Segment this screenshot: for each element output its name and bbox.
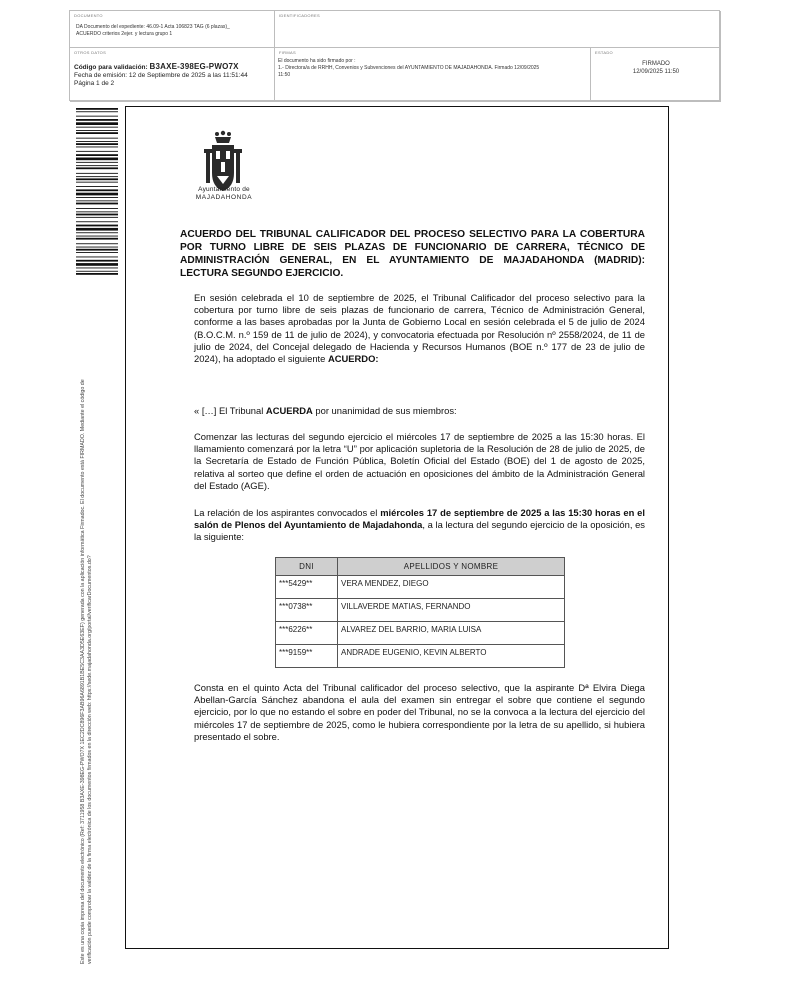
validation-code-label: Código para validación: bbox=[74, 64, 148, 71]
document-page bbox=[125, 106, 669, 949]
barcode-bar bbox=[76, 214, 118, 216]
document-title: ACUERDO DEL TRIBUNAL CALIFICADOR DEL PROCESO SELECTIVO PARA LA COBERTURA POR TURNO LIBRE DE SEIS PLAZAS DE FUNCIONARIO DE CARRERA, TÉCNICO DE ADMINISTRACIÓN GENERAL, EN EL AYUNTAMIENTO DE MAJADAHONDA (MADRID): LECTURA SEGUNDO EJERCICIO. bbox=[180, 229, 645, 279]
documento-description bbox=[76, 24, 266, 38]
verification-side-note bbox=[80, 294, 100, 964]
documento-line-2: ACUERDO criterios 2ejer. y lectura grupo 1 bbox=[76, 31, 173, 37]
barcode-bar bbox=[76, 263, 118, 266]
firmas-line-1: El documento ha sido firmado por : bbox=[278, 58, 356, 64]
barcode-bar bbox=[76, 217, 118, 218]
barcode-bar bbox=[76, 165, 118, 166]
barcode-bar bbox=[76, 158, 118, 161]
barcode-bar bbox=[76, 197, 118, 198]
estado-caption: ESTADO bbox=[595, 50, 613, 55]
barcode-bar bbox=[76, 243, 118, 244]
aspirantes-table bbox=[275, 557, 565, 668]
barcode-bar bbox=[76, 151, 118, 152]
cell-nombre: VILLAVERDE MATIAS, FERNANDO bbox=[338, 599, 565, 622]
table-row bbox=[276, 576, 565, 599]
table-header-row bbox=[276, 558, 565, 576]
firmas-line-3: 11:50 bbox=[278, 72, 291, 78]
document-metadata-header bbox=[69, 10, 720, 101]
barcode-bar bbox=[76, 236, 118, 237]
barcode-bar bbox=[76, 116, 118, 117]
barcode-bar bbox=[76, 228, 118, 231]
barcode-bar bbox=[76, 127, 118, 128]
paragraph-relacion: La relación de los aspirantes convocados el miércoles 17 de septiembre de 2025 a las 15:30 horas en el salón de Plenos del Ayuntamiento de Majadahonda, a la lectura del segundo ejercicio de la oposición, es la siguiente: bbox=[194, 507, 646, 543]
otros-datos-caption: OTROS DATOS bbox=[74, 50, 107, 55]
barcode-bar bbox=[76, 176, 118, 177]
table-row bbox=[276, 645, 565, 668]
barcode-bar bbox=[76, 132, 118, 134]
cell-dni: ***6226** bbox=[276, 622, 338, 645]
identificadores-caption: IDENTIFICADORES bbox=[279, 13, 320, 18]
barcode-bar bbox=[76, 232, 118, 233]
barcode-bar bbox=[76, 200, 118, 201]
barcode-bar bbox=[76, 271, 118, 272]
page-indicator: Página 1 de 2 bbox=[74, 80, 115, 87]
paragraph-session: En sesión celebrada el 10 de septiembre de 2025, el Tribunal Calificador del proceso selectivo para la cobertura por turno libre de seis plazas de funcionario de carrera, Técnico de Administración General, conforme a las bases aprobadas por la Junta de Gobierno Local en sesión celebrada el 5 de julio de 2024 (B.O.C.M. n.º 159 de 11 de julio de 2024), y convocatoria efectuada por Resolución nº 2558/2024, de 11 de julio de 2024, del Concejal delegado de Hacienda y Recursos Humanos (BOE n.º 177 de 23 de julio de 2024), ha adoptado el siguiente ACUERDO: bbox=[194, 292, 645, 365]
firmas-cell bbox=[275, 48, 591, 102]
firmas-caption: FIRMAS bbox=[279, 50, 296, 55]
column-header-dni: DNI bbox=[276, 558, 338, 576]
barcode-bar bbox=[76, 203, 118, 205]
cell-nombre: ANDRADE EUGENIO, KEVIN ALBERTO bbox=[338, 645, 565, 668]
barcode-bar bbox=[76, 141, 118, 142]
barcode-bar bbox=[76, 208, 118, 209]
estado-date: 12/09/2025 11:50 bbox=[632, 69, 680, 75]
firmas-description bbox=[278, 58, 586, 79]
barcode-bar bbox=[76, 189, 118, 191]
estado-status: FIRMADO bbox=[642, 61, 670, 67]
cell-dni: ***5429** bbox=[276, 576, 338, 599]
cell-nombre: ALVAREZ DEL BARRIO, MARIA LUISA bbox=[338, 622, 565, 645]
barcode-icon bbox=[76, 108, 118, 278]
firmas-line-2: 1.- Directora/a de RRHH, Convenios y Subvenciones del AYUNTAMIENTO DE MAJADAHONDA. Firmado 12/09/2025 bbox=[278, 65, 540, 71]
barcode-bar bbox=[76, 238, 118, 240]
validation-code[interactable]: B3AXE-398EG-PWO7X bbox=[149, 62, 239, 71]
barcode-bar bbox=[76, 162, 118, 163]
barcode-bar bbox=[76, 122, 118, 125]
barcode-bar bbox=[76, 119, 118, 121]
barcode-bar bbox=[76, 186, 118, 187]
otros-datos-cell bbox=[70, 48, 275, 102]
barcode-bar bbox=[76, 167, 118, 169]
barcode-bar bbox=[76, 247, 118, 248]
cell-dni: ***9159** bbox=[276, 645, 338, 668]
cell-nombre: VERA MENDEZ, DIEGO bbox=[338, 576, 565, 599]
barcode-bar bbox=[76, 193, 118, 196]
barcode-bar bbox=[76, 225, 118, 227]
barcode-bar bbox=[76, 138, 118, 139]
documento-line-1: DA Documento del expediente: 46.09-1 Acta 106823 TAG (6 plazas)_ bbox=[76, 24, 230, 30]
barcode-bar bbox=[76, 257, 118, 258]
barcode-bar bbox=[76, 108, 118, 110]
validation-info bbox=[74, 63, 272, 88]
paragraph-lecturas: Comenzar las lecturas del segundo ejercicio el miércoles 17 de septiembre de 2025 a las 15:30 horas. El llamamiento comenzará por la letra “U” por aplicación supletoria de la Resolución de 28 de julio de 2025, de la Secretaría de Estado de Función Pública, Boletín Oficial del Estado (BOE) del 1 de agosto de 2025, relativa al sorteo que define el orden de actuación en oposiciones del ámbito de la Administración General del Estado (AGE). bbox=[194, 431, 645, 491]
barcode-bar bbox=[76, 249, 118, 251]
validation-code-row bbox=[74, 63, 272, 72]
barcode-bar bbox=[76, 111, 118, 112]
side-note-line-1: Este es una copia impresa del documento electrónico (Ref: 3711958 B3AXE-398EG-PWO7X 1EC2DC896F3AB96A6891B1BE5C3AA3D5E63EF) generada con la aplicación informática Firmadoc. El documento está FIRMADO. Mediante el código de bbox=[80, 379, 86, 964]
table-row bbox=[276, 599, 565, 622]
barcode-bar bbox=[76, 173, 118, 174]
paragraph-abandono: Consta en el quinto Acta del Tribunal calificador del proceso selectivo, que la aspirante Dª Elvira Diega Abellan-García Sánchez abandona el aula del examen sin entregar el sobre que contiene el segundo ejercicio, por lo que no estando el sobre en poder del Tribunal, no se la convoca a la lectura del ejercicio del miércoles 17 de septiembre de 2025, como le hubiera correspondiente por la letra de su apellido, si hubiera presentado el sobre. bbox=[194, 682, 645, 742]
logo-text-majadahonda: MAJADAHONDA bbox=[195, 194, 253, 201]
side-note-line-2: verificación puede comprobar la validez de la firma electrónica de los documentos firmados en la dirección web: https://sede.majadahonda.org/portal/verificarDocumentos.do? bbox=[87, 555, 93, 964]
emission-date: Fecha de emisión: 12 de Septiembre de 2025 a las 11:51:44 bbox=[74, 72, 248, 79]
barcode-bar bbox=[76, 252, 118, 253]
documento-cell bbox=[70, 11, 275, 48]
barcode-bar bbox=[76, 130, 118, 131]
barcode-bar bbox=[76, 221, 118, 222]
documento-caption: DOCUMENTO bbox=[74, 13, 103, 18]
acuerdo-label: ACUERDO: bbox=[327, 353, 379, 365]
barcode-bar bbox=[76, 273, 118, 275]
logo-text-ayuntamiento: Ayuntamiento de bbox=[198, 186, 250, 193]
estado-info bbox=[591, 60, 721, 76]
barcode-bar bbox=[76, 260, 118, 262]
table-row bbox=[276, 622, 565, 645]
paragraph-acuerda: « […] El Tribunal ACUERDA por unanimidad de sus miembros: bbox=[194, 405, 457, 416]
barcode-bar bbox=[76, 211, 118, 212]
barcode-bar bbox=[76, 147, 118, 148]
estado-cell bbox=[591, 48, 721, 102]
barcode-bar bbox=[76, 268, 118, 269]
cell-dni: ***0738** bbox=[276, 599, 338, 622]
barcode-bar bbox=[76, 154, 118, 156]
barcode-bar bbox=[76, 178, 118, 180]
identificadores-cell bbox=[275, 11, 721, 48]
barcode-bar bbox=[76, 143, 118, 145]
barcode-bar bbox=[76, 182, 118, 183]
column-header-nombre: APELLIDOS Y NOMBRE bbox=[338, 558, 565, 576]
